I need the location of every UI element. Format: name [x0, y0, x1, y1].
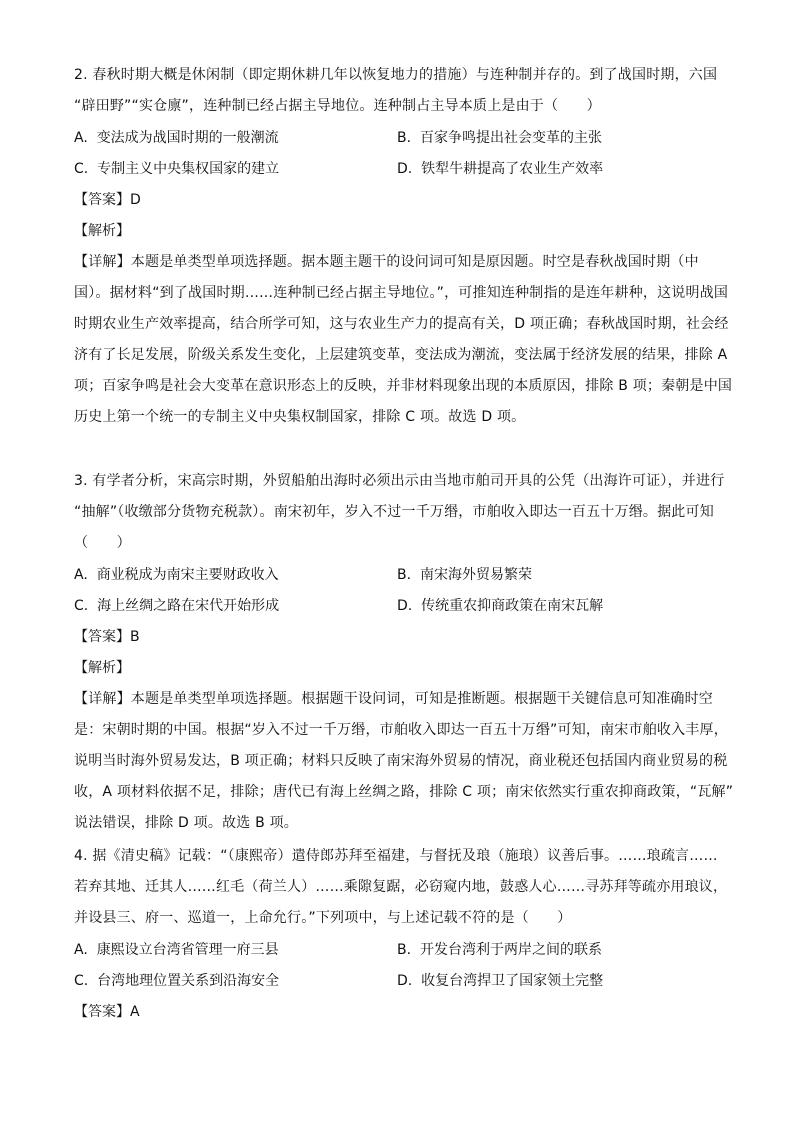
q2-detail-line-4: 济有了长足发展，阶级关系发生变化，上层建筑变革，变法成为潮流，变法属于经济发展的结果，排除 A — [74, 347, 728, 363]
option-label: C. — [74, 973, 89, 989]
q2-option-b — [397, 128, 602, 148]
q4-stem-line-3: 并设县三、府一、巡道一，上命允行。”下列项中，与上述记载不符的是（ ） — [74, 910, 572, 926]
q2-option-c — [74, 159, 279, 179]
q3-option-c — [74, 596, 279, 616]
option-label: A. — [74, 130, 88, 146]
q3-detail-line-1: 【详解】本题是单类型单项选择题。根据题干设问词，可知是推断题。根据题干关键信息可知准确时空 — [74, 691, 713, 707]
option-text: 海上丝绸之路在宋代开始形成 — [97, 598, 280, 614]
option-label: C. — [74, 598, 89, 614]
q3-stem-line-1: 3. 有学者分析，宋高宗时期，外贸船舶出海时必须出示由当地市舶司开具的公凭（出海许可证），并进行 — [74, 473, 725, 489]
option-label: D. — [397, 973, 413, 989]
q2-detail-line-6: 历史上第一个统一的专制主义中央集权制国家，排除 C 项。故选 D 项。 — [74, 409, 526, 425]
option-label: C. — [74, 161, 89, 177]
option-label: A. — [74, 942, 88, 958]
option-label: D. — [397, 598, 413, 614]
q3-detail-line-2: 是：宋朝时期的中国。根据“岁入不过一千万缗，市舶收入即达一百五十万缗”可知，南宋市舶收入丰厚， — [74, 722, 728, 738]
q3-option-d — [397, 596, 603, 616]
option-text: 康熙设立台湾省管理一府三县 — [96, 942, 279, 958]
option-text: 开发台湾利于两岸之间的联系 — [419, 942, 602, 958]
q3-stem-line-3: （ ） — [74, 535, 131, 551]
option-text: 变法成为战国时期的一般潮流 — [96, 130, 279, 146]
option-label: B. — [397, 942, 412, 958]
q3-stem-line-2: “抽解”（收缴部分货物充税款）。南宋初年，岁入不过一千万缗，市舶收入即达一百五十万缗。据此可知 — [74, 504, 714, 520]
q3-option-b — [397, 565, 532, 585]
q2-analysis-label: 【解析】 — [74, 223, 130, 239]
q2-option-d — [397, 159, 603, 179]
q3-analysis-label: 【解析】 — [74, 660, 130, 676]
q4-stem-line-2: 若弃其地、迁其人……红毛（荷兰人）……乘隙复踞，必窃窥内地，鼓惑人心……寻苏拜等疏亦用琅议， — [74, 879, 728, 895]
option-text: 铁犁牛耕提高了农业生产效率 — [421, 161, 604, 177]
option-label: B. — [397, 567, 412, 583]
q2-detail-line-2: 国）。据材料“到了战国时期……连种制已经占据主导地位。”，可推知连种制指的是连年耕种，这说明战国 — [74, 285, 729, 301]
q4-option-d — [397, 971, 603, 991]
q2-detail-line-1: 【详解】本题是单类型单项选择题。据本题主题干的设问词可知是原因题。时空是春秋战国时期（中 — [74, 254, 699, 270]
option-text: 台湾地理位置关系到沿海安全 — [97, 973, 280, 989]
option-text: 专制主义中央集权国家的建立 — [97, 161, 280, 177]
q2-detail-line-3: 时期农业生产效率提高，结合所学可知，这与农业生产力的提高有关，D 项正确；春秋战国时期，社会经 — [74, 316, 729, 332]
q3-detail-line-3: 说明当时海外贸易发达，B 项正确；材料只反映了南宋海外贸易的情况，商业税还包括国内商业贸易的税 — [74, 753, 728, 769]
q2-detail-line-5: 项；百家争鸣是社会大变革在意识形态上的反映，并非材料现象出现的本质原因，排除 B 项；秦朝是中国 — [74, 378, 733, 394]
q3-detail-line-4: 收，A 项材料依据不足，排除；唐代已有海上丝绸之路，排除 C 项；南宋依然实行重农抑商政策，“瓦解” — [74, 784, 734, 800]
q3-detail-line-5: 说法错误，排除 D 项。故选 B 项。 — [74, 815, 298, 831]
q4-stem-line-1: 4. 据《清史稿》记载：“（康熙帝）遣侍郎苏拜至福建，与督抚及琅（施琅）议善后事。……琅疏言…… — [74, 848, 718, 864]
option-text: 传统重农抑商政策在南宋瓦解 — [421, 598, 604, 614]
q2-stem-line-1: 2. 春秋时期大概是休闲制（即定期休耕几年以恢复地力的措施）与连种制并存的。到了战国时期，六国 — [74, 67, 718, 83]
option-label: D. — [397, 161, 413, 177]
q4-option-a — [74, 940, 279, 960]
option-label: A. — [74, 567, 88, 583]
option-text: 百家争鸣提出社会变革的主张 — [419, 130, 602, 146]
q3-answer: 【答案】B — [74, 629, 140, 645]
q4-option-b — [397, 940, 602, 960]
q4-answer: 【答案】A — [74, 1004, 140, 1020]
option-label: B. — [397, 130, 412, 146]
option-text: 南宋海外贸易繁荣 — [419, 567, 532, 583]
q2-answer: 【答案】D — [74, 192, 141, 208]
q2-stem-line-2: “辟田野”“实仓廪”，连种制已经占据主导地位。连种制占主导本质上是由于（ ） — [74, 98, 601, 114]
option-text: 收复台湾捍卫了国家领土完整 — [421, 973, 604, 989]
q4-option-c — [74, 971, 279, 991]
q3-option-a — [74, 565, 279, 585]
option-text: 商业税成为南宋主要财政收入 — [96, 567, 279, 583]
q2-option-a — [74, 128, 279, 148]
